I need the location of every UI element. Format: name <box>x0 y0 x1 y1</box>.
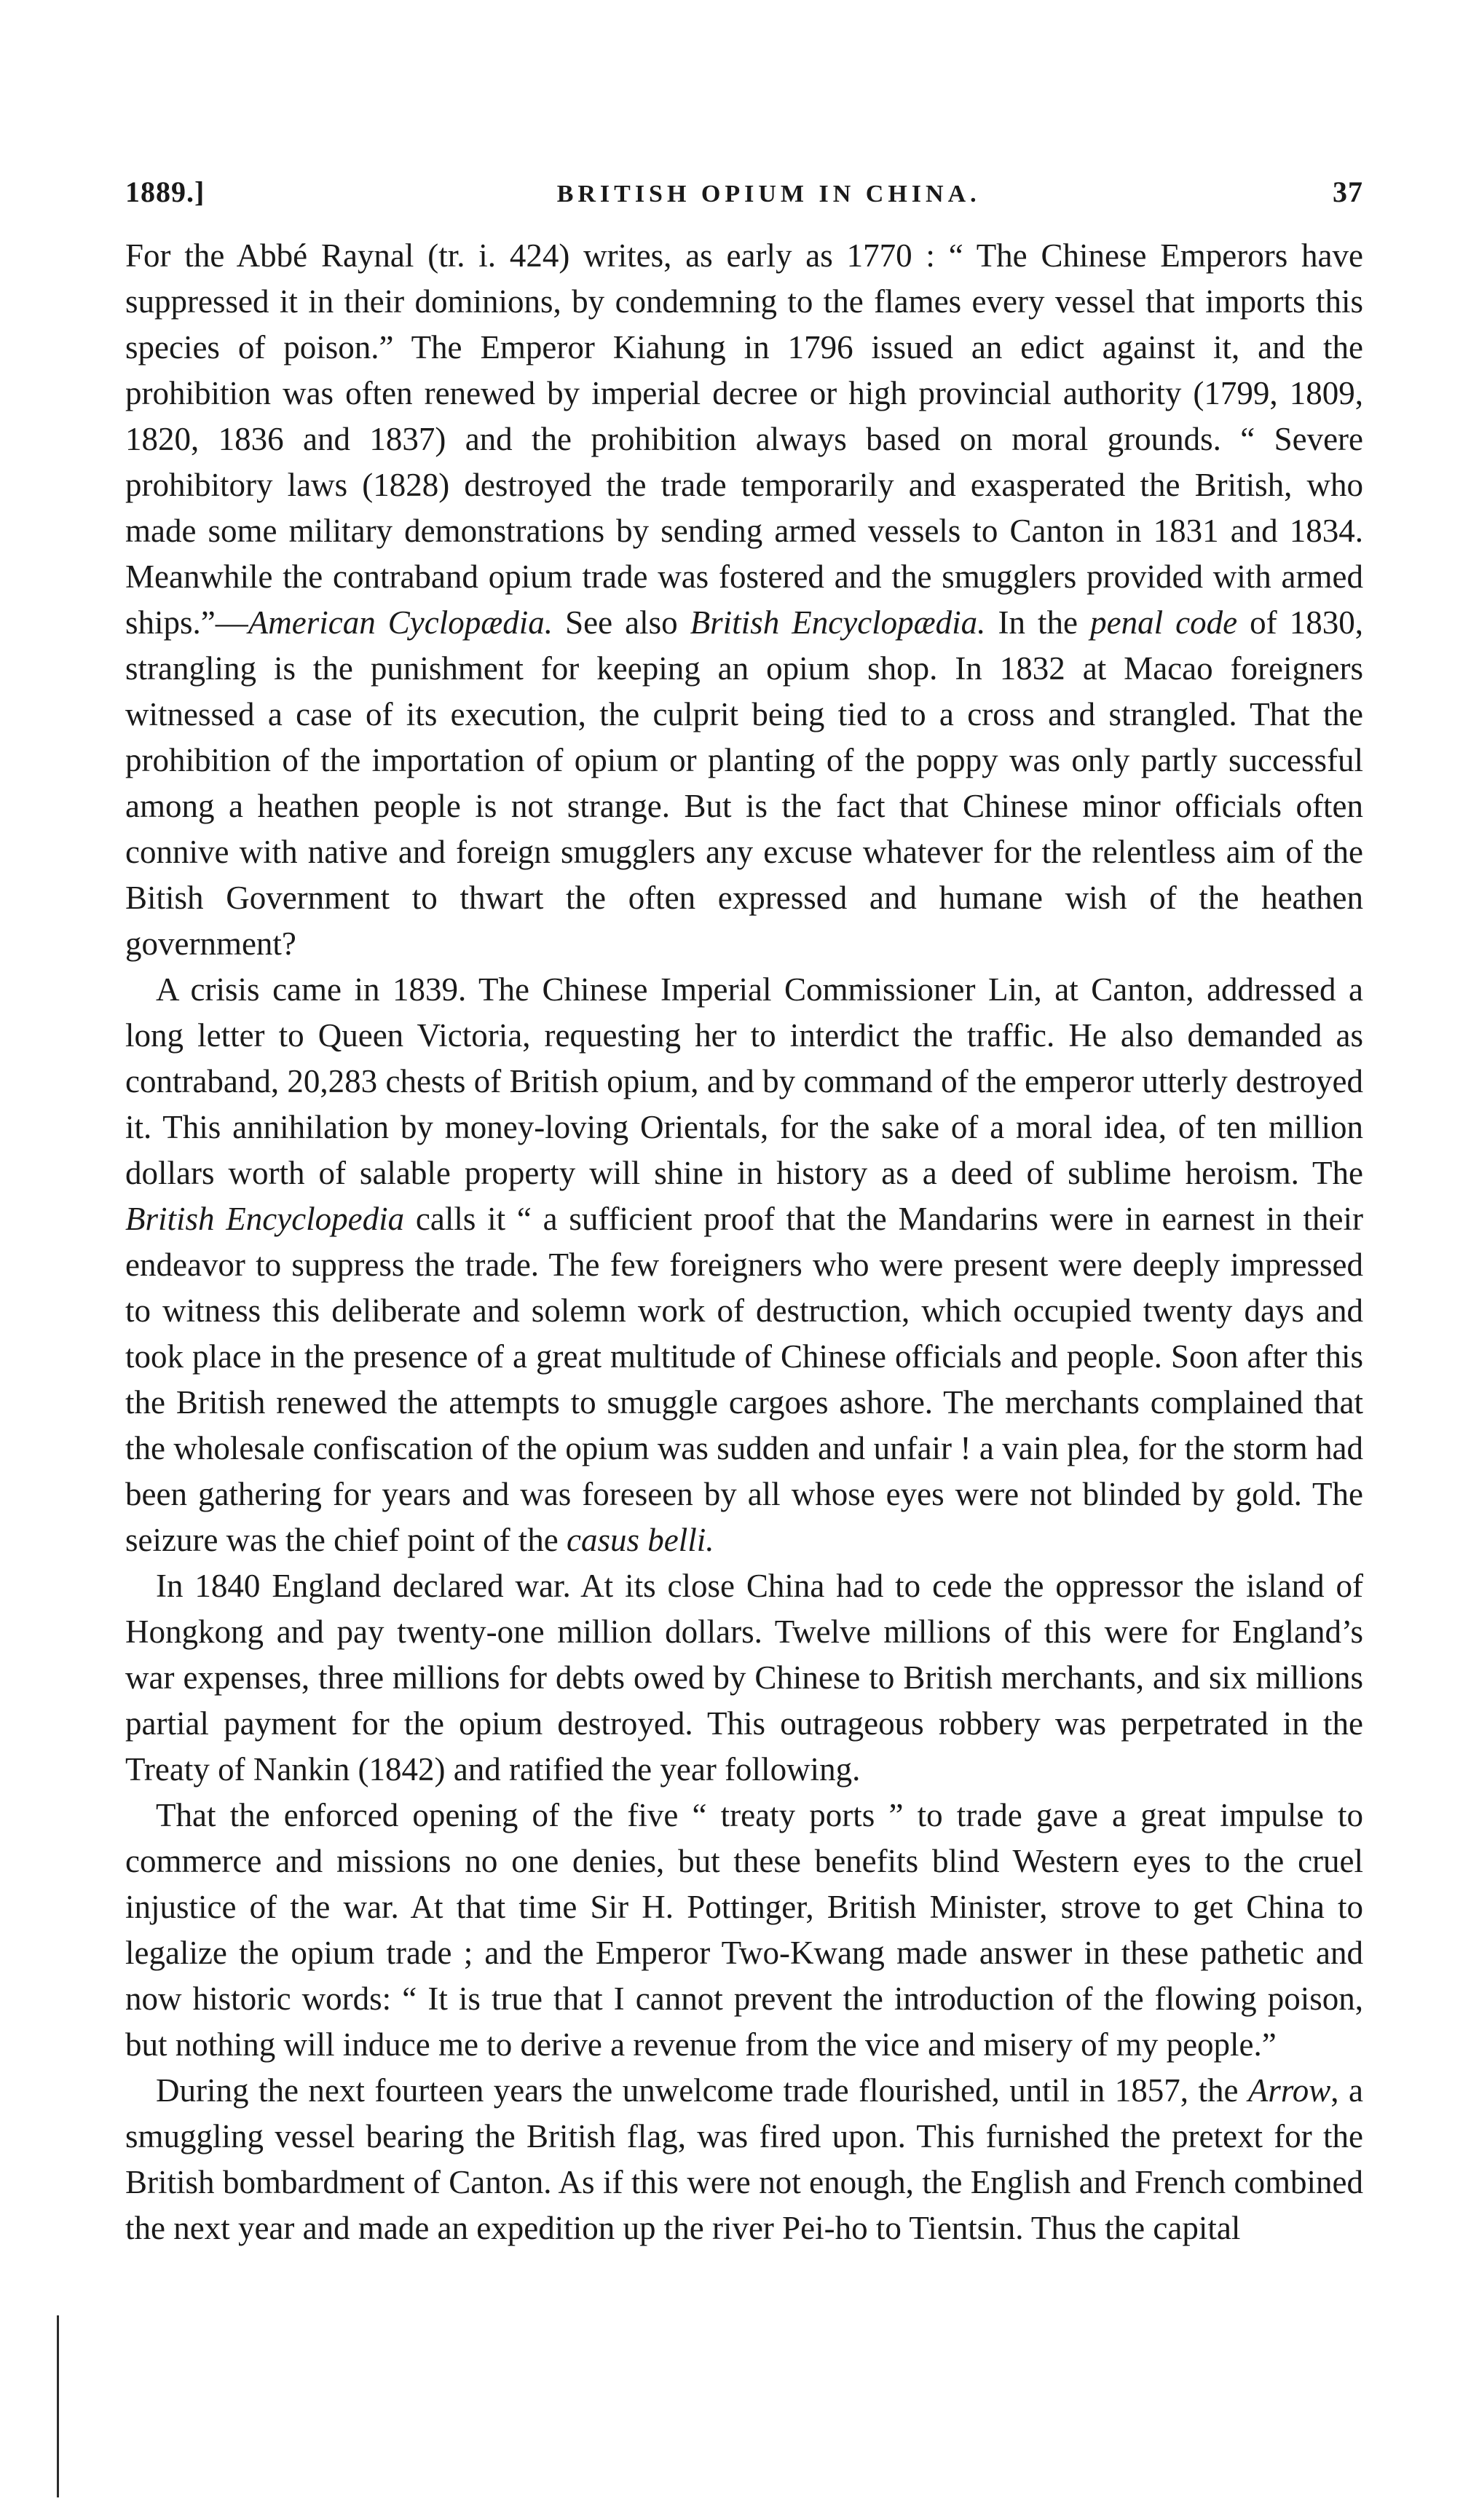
text-run: calls it “ a sufficient proof that the Mandarins were in earnest in their endeavor to suppress the trade. The few foreigners who were present were deeply impressed to witness this deliberate and solemn work of destruction, which occupied twenty days and took place in the presence of a great multitude of Chinese officials and people. Soon after this the British renewed the attempts to smuggle cargoes ashore. The merchants complained that the wholesale confiscation of the opium was sudden and unfair ! a vain plea, for the storm had been gathering for years and was foreseen by all whose eyes were not blinded by gold. The seizure was the chief point of the <box>125 1201 1363 1558</box>
italic-text: penal code <box>1090 604 1238 641</box>
italic-text: Arrow <box>1247 2072 1331 2109</box>
running-header <box>125 175 1363 233</box>
text-run: In the <box>985 604 1091 641</box>
paragraph <box>125 967 1363 1563</box>
text-run: , a smuggling vessel bearing the British flag, was fired upon. This furnished the pretext for the British bombardment of Canton. As if this were not enough, the English and French combined the next year and made an expedition up the river Pei-ho to Tientsin. Thus the capital <box>125 2072 1363 2246</box>
paragraph <box>125 233 1363 967</box>
page-number: 37 <box>1333 175 1363 208</box>
text-run: That the enforced opening of the five “ treaty ports ” to trade gave a great impulse to commerce and missions no one denies, but these benefits blind Western eyes to the cruel injustice of the war. At that time Sir H. Pottinger, British Minister, strove to get China to legalize the opium trade ; and the Emperor Two-Kwang made answer in these pathetic and now historic words: “ It is true that I cannot prevent the introduction of the flowing poison, but nothing will induce me to derive a revenue from the vice and misery of my people.” <box>125 1797 1363 2063</box>
text-run: See also <box>553 604 690 641</box>
italic-text: American Cyclopædia. <box>248 604 553 641</box>
text-run: A crisis came in 1839. The Chinese Imperial Commissioner Lin, at Canton, addressed a long letter to Queen Victoria, requesting her to interdict the traffic. He also demanded as contraband, 20,283 chests of British opium, and by command of the emperor utterly destroyed it. This annihilation by money-loving Orientals, for the sake of a moral idea, of ten million dollars worth of salable property will shine in history as a deed of sublime heroism. The <box>125 971 1363 1191</box>
paragraph <box>125 1793 1363 2068</box>
header-title: BRITISH OPIUM IN CHINA. <box>556 181 981 208</box>
paragraph <box>125 1563 1363 1793</box>
text-run: During the next fourteen years the unwelcome trade flourished, until in 1857, the <box>156 2072 1248 2109</box>
text-run: For the Abbé Raynal (tr. i. 424) writes, as early as 1770 : “ The Chinese Emperors have suppressed it in their dominions, by condemning to the flames every vessel that imports this species of poison.” The Emperor Kiahung in 1796 issued an edict against it, and the prohibition was often renewed by imperial decree or high provincial authority (1799, 1809, 1820, 1836 and 1837) and the prohibition always based on moral grounds. “ Severe prohibitory laws (1828) destroyed the trade temporarily and exasperated the British, who made some military demonstrations by sending armed vessels to Canton in 1831 and 1834. Meanwhile the contraband opium trade was fostered and the smugglers provided with armed ships.”— <box>125 237 1363 641</box>
text-run: of 1830, strangling is the punishment for keeping an opium shop. In 1832 at Macao foreigners witnessed a case of its execution, the culprit being tied to a cross and strangled. That the prohibition of the importation of opium or planting of the poppy was only partly successful among a heathen people is not strange. But is the fact that Chinese minor officials often connive with native and foreign smugglers any excuse whatever for the relentless aim of the Bitish Government to thwart the often expressed and humane wish of the heathen government? <box>125 604 1363 962</box>
margin-rule <box>57 2315 59 2497</box>
italic-text: British Encyclopedia <box>125 1201 405 1237</box>
page <box>125 175 1363 2251</box>
italic-text: casus belli. <box>567 1522 714 1558</box>
header-year: 1889.] <box>125 175 205 208</box>
body-text <box>125 233 1363 2251</box>
italic-text: British Encyclopædia. <box>690 604 986 641</box>
paragraph <box>125 2068 1363 2251</box>
text-run: In 1840 England declared war. At its close China had to cede the oppressor the island of Hongkong and pay twenty-one million dollars. Twelve millions of this were for England’s war expenses, three millions for debts owed by Chinese to British merchants, and six millions partial payment for the opium destroyed. This outrageous robbery was perpetrated in the Treaty of Nankin (1842) and ratified the year following. <box>125 1568 1363 1788</box>
